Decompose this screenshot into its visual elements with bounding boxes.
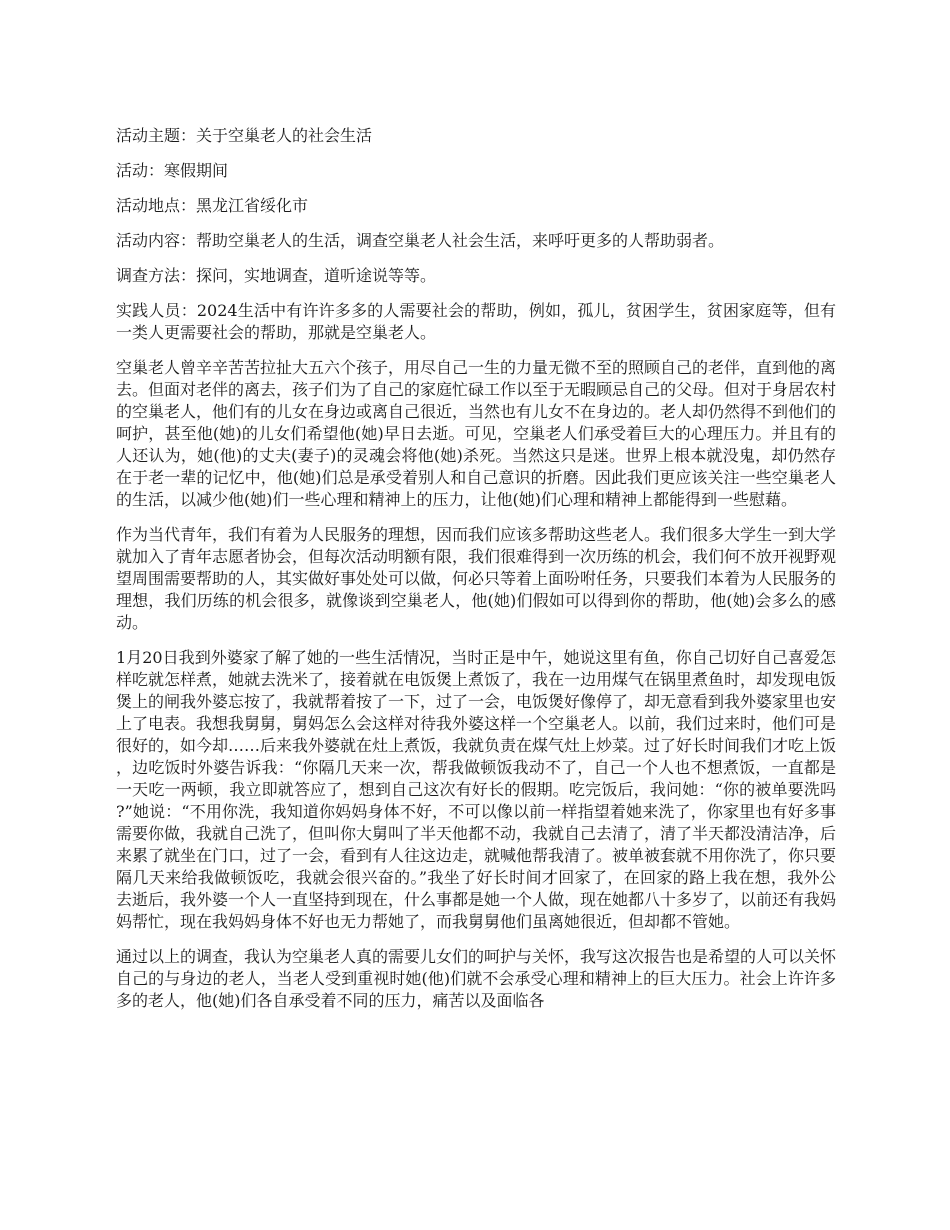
youth-responsibility-paragraph: 作为当代青年，我们有着为人民服务的理想，因而我们应该多帮助这些老人。我们很多大学生一到大学就加入了青年志愿者协会，但每次活动明额有限，我们很难得到一次历练的机会，我们何不放开视野观望周围需要帮助的人，其实做好事处处可以做，何必只等着上面吩咐任务，只要我们本着为人民服务的理想，我们历练的机会很多，就像谈到空巢老人，他(她)们假如可以得到你的帮助，他(她)会多么的感动。 <box>116 525 837 632</box>
activity-theme-line: 活动主题：关于空巢老人的社会生活 <box>116 126 373 145</box>
conclusion-paragraph: 通过以上的调查，我认为空巢老人真的需要儿女们的呵护与关怀，我写这次报告也是希望的人可以关怀自己的与身边的老人，当老人受到重视时她(他)们就不会承受心理和精神上的巨大压力。社会上许许多多的老人，他(她)们各自承受着不同的压力，痛苦以及面临各 <box>116 947 837 1010</box>
empty-nest-elderly-paragraph: 空巢老人曾辛辛苦苦拉扯大五六个孩子，用尽自己一生的力量无微不至的照顾自己的老伴，直到他的离去。但面对老伴的离去，孩子们为了自己的家庭忙碌工作以至于无暇顾忌自己的父母。但对于身居农村的空巢老人，他们有的儿女在身边或离自己很近，当然也有儿女不在身边的。老人却仍然得不到他们的呵护，甚至他(她)的儿女们希望他(她)早日去逝。可见，空巢老人们承受着巨大的心理压力。并且有的人还认为，她(他)的丈夫(妻子)的灵魂会将他(她)杀死。当然这只是迷。世界上根本就没鬼，却仍然存在于老一辈的记忆中，他(她)们总是承受着别人和自己意识的折磨。因此我们更应该关注一些空巢老人的生活，以减少他(她)们一些心理和精神上的压力，让他(她)们心理和精神上都能得到一些慰藉。 <box>116 358 837 509</box>
grandmother-visit-paragraph: 1月20日我到外婆家了解了她的一些生活情况，当时正是中午，她说这里有鱼，你自己切好自己喜爱怎样吃就怎样煮，她就去洗米了，接着就在电饭煲上煮饭了，我在一边用煤气在锅里煮鱼时，却发现电饭煲上的闸我外婆忘按了，我就帮着按了一下，过了一会，电饭煲好像停了，却无意看到我外婆家里也安上了电表。我想我舅舅，舅妈怎么会这样对待我外婆这样一个空巢老人。以前，我们过来时，他们可是很好的，如今却……后来我外婆就在灶上煮饭，我就负责在煤气灶上炒菜。过了好长时间我们才吃上饭，边吃饭时外婆告诉我：“你隔几天来一次，帮我做顿饭我动不了，自己一个人也不想煮饭，一直都是一天吃一两顿，我立即就答应了，想到自己这次有好长的假期。吃完饭后，我问她：“你的被单要洗吗?”她说：“不用你洗，我知道你妈妈身体不好，不可以像以前一样指望着她来洗了，你家里也有好多事需要你做，我就自己洗了，但叫你大舅叫了半天他都不动，我就自己去清了，清了半天都没清洁净，后来累了就坐在门口，过了一会，看到有人往这边走，就喊他帮我清了。被单被套就不用你洗了，你只要隔几天来给我做顿饭吃，我就会很兴奋的。”我坐了好长时间才回家了，在回家的路上我在想，我外公去逝后，我外婆一个人一直坚持到现在，什么事都是她一个人做，现在她都八十多岁了，以前还有我妈妈帮忙，现在我妈妈身体不好也无力帮她了，而我舅舅他们虽离她很近，但却都不管她。 <box>116 648 837 931</box>
activity-location-line: 活动地点：黑龙江省绥化市 <box>116 196 309 215</box>
activity-content-line: 活动内容：帮助空巢老人的生活，调查空巢老人社会生活，来呼吁更多的人帮助弱者。 <box>116 231 725 250</box>
activity-time-line: 活动：寒假期间 <box>116 161 229 180</box>
survey-method-line: 调查方法：探问，实地调查，道听途说等等。 <box>116 266 437 285</box>
document-page <box>116 125 836 1025</box>
practice-personnel-paragraph: 实践人员：2024生活中有许许多多的人需要社会的帮助，例如，孤儿，贫困学生，贫困家庭等，但有一类人更需要社会的帮助，那就是空巢老人。 <box>116 301 836 342</box>
